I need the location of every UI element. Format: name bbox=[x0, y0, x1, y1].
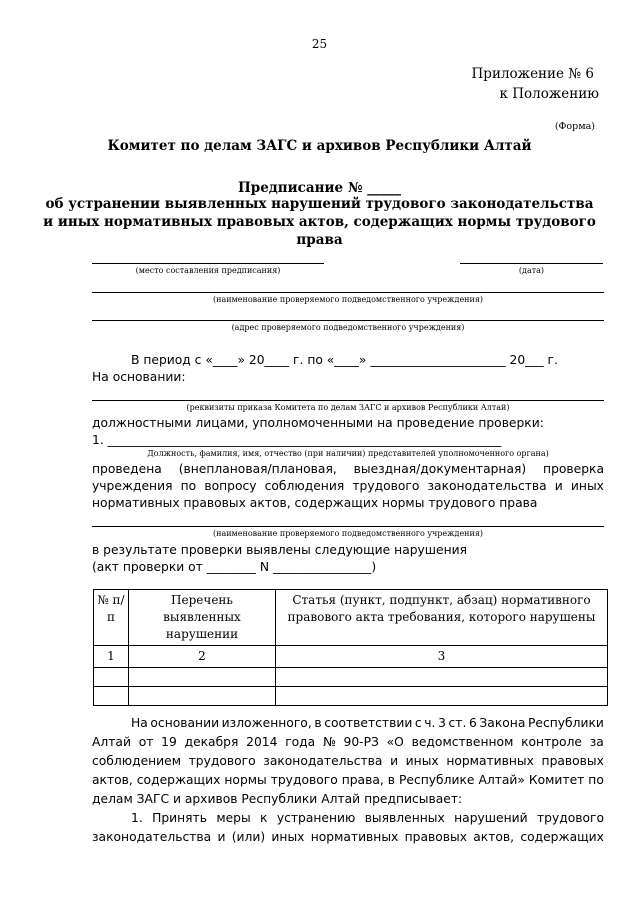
word: года bbox=[285, 735, 316, 749]
word: (внеплановая/плановая, bbox=[178, 462, 337, 476]
word: 2014 bbox=[246, 735, 278, 749]
word: с bbox=[414, 716, 422, 730]
header-article: Статья (пункт, подпункт, абзац) нормативного правового акта требования, которого нарушены bbox=[276, 590, 608, 646]
header-violations-text: Перечень выявленных нарушении bbox=[163, 593, 241, 641]
word: права, bbox=[341, 773, 384, 787]
document-subtitle-line-3: права bbox=[296, 232, 343, 248]
word: Закона bbox=[479, 716, 526, 730]
word: правовых bbox=[541, 754, 604, 768]
word: Республики bbox=[527, 716, 604, 730]
institution-name-field[interactable] bbox=[92, 292, 604, 293]
word: нарушений bbox=[454, 811, 528, 825]
body-p2-line-2 bbox=[92, 830, 604, 844]
body-p1-line-2 bbox=[92, 735, 604, 749]
word: нормы bbox=[224, 773, 267, 787]
word: и bbox=[390, 754, 399, 768]
word: соблюдением bbox=[92, 754, 182, 768]
word: Алтай bbox=[92, 735, 131, 749]
word: актов, bbox=[92, 773, 133, 787]
word: Республике bbox=[398, 773, 475, 787]
word: трудового bbox=[352, 479, 420, 493]
table-header-row bbox=[94, 590, 608, 646]
conducted-line-1 bbox=[92, 462, 604, 476]
word: изложенного, bbox=[221, 716, 312, 730]
official-item: 1. ________________________________________________________________ bbox=[92, 433, 502, 447]
institution-name-caption-2: (наименование проверяемого подведомственного учреждения) bbox=[212, 529, 484, 538]
word: выездная/документарная) bbox=[353, 462, 527, 476]
body-p1-line-3 bbox=[92, 754, 604, 768]
word: нормативных bbox=[310, 830, 399, 844]
word: актов, bbox=[473, 830, 515, 844]
word: от bbox=[138, 735, 154, 749]
word: 90-РЗ bbox=[343, 735, 379, 749]
table-cell[interactable] bbox=[276, 668, 608, 687]
header-number: № п/п bbox=[94, 590, 129, 646]
form-label: (Форма) bbox=[554, 121, 595, 132]
word: устранению bbox=[276, 811, 356, 825]
word: иных bbox=[405, 754, 439, 768]
table-cell[interactable] bbox=[129, 668, 276, 687]
word: правовых bbox=[404, 830, 467, 844]
word: законодательства bbox=[92, 830, 212, 844]
word: соответствии bbox=[324, 716, 413, 730]
word: законодательства bbox=[263, 754, 383, 768]
inspection-act-line: (акт проверки от ________ N ________________) bbox=[92, 560, 377, 574]
body-p1-line-5: делам ЗАГС и архивов Республики Алтай предписывает: bbox=[92, 792, 463, 806]
order-details-field[interactable] bbox=[92, 400, 604, 401]
table-cell[interactable] bbox=[276, 687, 608, 706]
body-p1-line-4 bbox=[92, 773, 604, 787]
word: ведомственном bbox=[411, 735, 514, 749]
word: 3 bbox=[438, 716, 446, 730]
word: вопросу bbox=[204, 479, 257, 493]
word: иных bbox=[271, 830, 305, 844]
body-p1-line-1 bbox=[131, 716, 604, 730]
word: 1. bbox=[131, 811, 143, 825]
page-number: 25 bbox=[311, 37, 328, 51]
word: в bbox=[314, 716, 322, 730]
conducted-line-2 bbox=[92, 479, 604, 493]
word: по bbox=[180, 479, 197, 493]
word: содержащих bbox=[136, 773, 221, 787]
numbering-cell: 1 bbox=[94, 646, 129, 668]
word: ч. bbox=[424, 716, 436, 730]
word: Алтай» bbox=[478, 773, 525, 787]
order-details-caption: (реквизиты приказа Комитета по делам ЗАГС и архивов Республики Алтай) bbox=[186, 403, 510, 412]
basis-label: На основании: bbox=[92, 370, 186, 384]
word: № bbox=[322, 735, 336, 749]
word: 6 bbox=[468, 716, 477, 730]
word: (или) bbox=[231, 830, 266, 844]
word: Комитет bbox=[528, 773, 585, 787]
word: 19 bbox=[161, 735, 177, 749]
table-cell[interactable] bbox=[94, 668, 129, 687]
word: нормативных bbox=[446, 754, 534, 768]
table-row bbox=[94, 646, 608, 668]
appendix-reference: к Положению bbox=[499, 86, 599, 102]
word: проведена bbox=[92, 462, 162, 476]
word: законодательства bbox=[427, 479, 547, 493]
word: ст. bbox=[448, 716, 467, 730]
date-field[interactable] bbox=[460, 263, 603, 264]
official-caption: Должность, фамилия, имя, отчество (при наличии) представителей уполномоченного органа) bbox=[147, 449, 549, 458]
word: трудового bbox=[188, 754, 256, 768]
document-subtitle-line-2: и иных нормативных правовых актов, содержащих нормы трудового bbox=[43, 214, 596, 230]
word: декабря bbox=[184, 735, 239, 749]
table-row bbox=[94, 687, 608, 706]
word: и bbox=[217, 830, 226, 844]
word: трудового bbox=[270, 773, 338, 787]
institution-name-field-2[interactable] bbox=[92, 526, 604, 527]
word: соблюдения bbox=[264, 479, 345, 493]
word: проверка bbox=[543, 462, 604, 476]
institution-address-caption: (адрес проверяемого подведомственного учреждения) bbox=[231, 323, 465, 332]
word: и bbox=[554, 479, 563, 493]
word: по bbox=[588, 773, 604, 787]
violations-line: в результате проверки выявлены следующие нарушения bbox=[92, 543, 468, 557]
committee-title: Комитет по делам ЗАГС и архивов Республики Алтай bbox=[107, 138, 532, 154]
date-caption: (дата) bbox=[518, 266, 545, 275]
conducted-line-3: нормативных правовых актов, содержащих нормы трудового права bbox=[92, 496, 538, 510]
word: основании bbox=[150, 716, 220, 730]
word: к bbox=[260, 811, 268, 825]
header-violations bbox=[129, 590, 276, 646]
period-line: В период с «____» 20____ г. по «____» ______________________ 20___ г. bbox=[131, 353, 558, 367]
numbering-cell: 3 bbox=[276, 646, 608, 668]
place-field[interactable] bbox=[92, 263, 324, 264]
word: в bbox=[387, 773, 395, 787]
violations-table bbox=[93, 589, 608, 706]
word: контроле bbox=[521, 735, 583, 749]
word: трудового bbox=[536, 811, 604, 825]
table-row bbox=[94, 668, 608, 687]
word: Принять bbox=[152, 811, 207, 825]
word: меры bbox=[216, 811, 251, 825]
officials-line: должностными лицами, уполномоченными на проведение проверки: bbox=[92, 416, 544, 430]
word: за bbox=[589, 735, 604, 749]
word: На bbox=[131, 716, 148, 730]
table-cell[interactable] bbox=[94, 687, 129, 706]
document-title: Предписание № _____ bbox=[238, 180, 401, 196]
table-cell[interactable] bbox=[129, 687, 276, 706]
word: выявленных bbox=[364, 811, 445, 825]
appendix-number: Приложение № 6 bbox=[471, 66, 594, 82]
institution-name-caption: (наименование проверяемого подведомственного учреждения) bbox=[212, 295, 484, 304]
document-subtitle-line-1: об устранении выявленных нарушений трудового законодательства bbox=[45, 196, 594, 212]
place-caption: (место составления предписания) bbox=[135, 266, 281, 275]
numbering-cell: 2 bbox=[129, 646, 276, 668]
word: иных bbox=[570, 479, 604, 493]
word: содержащих bbox=[520, 830, 604, 844]
word: учреждения bbox=[92, 479, 173, 493]
body-p2-line-1 bbox=[131, 811, 604, 825]
institution-address-field[interactable] bbox=[92, 320, 604, 321]
word: «О bbox=[386, 735, 404, 749]
